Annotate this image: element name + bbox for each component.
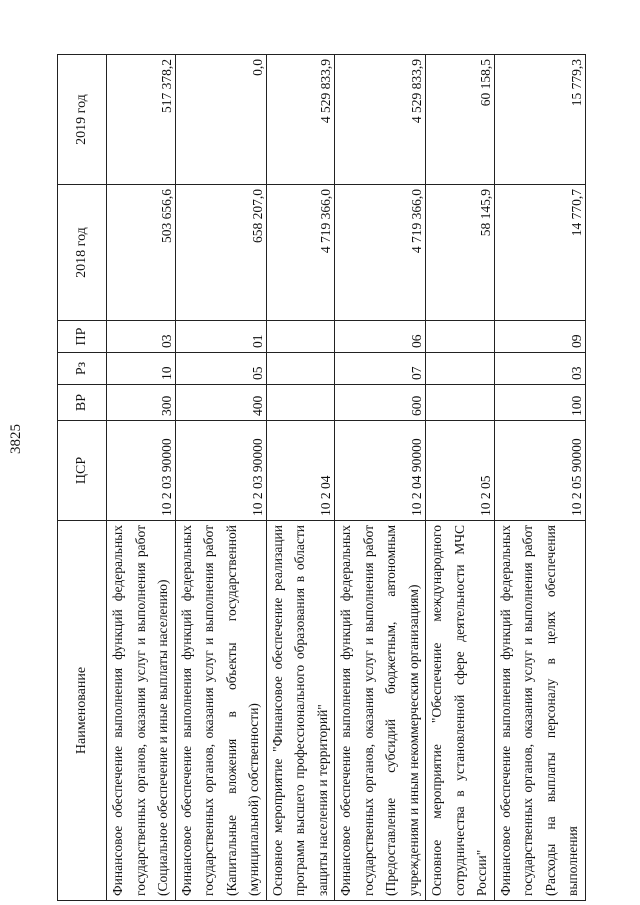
row-2019: 0,0 [175, 55, 266, 185]
row-csr: 10 2 04 90000 [335, 421, 426, 521]
row-rz: 05 [175, 353, 266, 385]
header-pr: ПР [58, 321, 107, 353]
header-2019: 2019 год [58, 55, 107, 185]
budget-table [57, 54, 586, 901]
row-rz [266, 353, 335, 385]
row-csr: 10 2 05 [426, 421, 495, 521]
row-vr [426, 385, 495, 421]
header-vr: ВР [58, 385, 107, 421]
row-2019: 15 779,3 [494, 55, 585, 185]
row-2019: 517 378,2 [107, 55, 176, 185]
row-name: Финансовое обеспечение выполнения функций федеральных государственных органов, оказания услуг и выполнения работ (Социальное обеспечение и иные выплаты населению) [107, 521, 176, 901]
header-rz: Рз [58, 353, 107, 385]
row-vr: 600 [335, 385, 426, 421]
row-pr [266, 321, 335, 353]
row-csr: 10 2 03 90000 [175, 421, 266, 521]
header-2018: 2018 год [58, 185, 107, 321]
row-name: Основное мероприятие "Обеспечение международного сотрудничества в установленной сфере деятельности МЧС России" [426, 521, 495, 901]
row-2018: 58 145,9 [426, 185, 495, 321]
row-pr [426, 321, 495, 353]
row-rz: 03 [494, 353, 585, 385]
row-vr [266, 385, 335, 421]
row-rz: 10 [107, 353, 176, 385]
row-2018: 14 770,7 [494, 185, 585, 321]
row-2018: 4 719 366,0 [335, 185, 426, 321]
row-rz: 07 [335, 353, 426, 385]
row-rz [426, 353, 495, 385]
table-row [175, 55, 266, 901]
row-pr: 01 [175, 321, 266, 353]
row-2018: 503 656,6 [107, 185, 176, 321]
row-name: Основное мероприятие "Финансовое обеспечение реализации программ высшего профессионального образования в области защиты населения и территорий" [266, 521, 335, 901]
header-csr: ЦСР [58, 421, 107, 521]
row-2019: 60 158,5 [426, 55, 495, 185]
row-csr: 10 2 05 90000 [494, 421, 585, 521]
row-2018: 4 719 366,0 [266, 185, 335, 321]
row-pr: 03 [107, 321, 176, 353]
row-name: Финансовое обеспечение выполнения функций федеральных государственных органов, оказания услуг и выполнения работ (Капитальные вложения в объекты государственной (муниципальной) собственности) [175, 521, 266, 901]
row-2019: 4 529 833,9 [335, 55, 426, 185]
row-pr: 09 [494, 321, 585, 353]
row-vr: 300 [107, 385, 176, 421]
row-csr: 10 2 03 90000 [107, 421, 176, 521]
row-csr: 10 2 04 [266, 421, 335, 521]
row-vr: 400 [175, 385, 266, 421]
row-name: Финансовое обеспечение выполнения функций федеральных государственных органов, оказания услуг и выполнения работ (Предоставление субсидий бюджетным, автономным учреждениям и иным некоммерческим организациям) [335, 521, 426, 901]
row-name: Финансовое обеспечение выполнения функций федеральных государственных органов, оказания услуг и выполнения работ (Расходы на выплаты персоналу в целях обеспечения выполнения [494, 521, 585, 901]
table-row [494, 55, 585, 901]
table-row [426, 55, 495, 901]
row-pr: 06 [335, 321, 426, 353]
row-2019: 4 529 833,9 [266, 55, 335, 185]
table-header-row [58, 55, 107, 901]
header-name: Наименование [58, 521, 107, 901]
table-row [266, 55, 335, 901]
table-row [107, 55, 176, 901]
table-row [335, 55, 426, 901]
row-vr: 100 [494, 385, 585, 421]
row-2018: 658 207,0 [175, 185, 266, 321]
page-number: 3825 [8, 424, 24, 454]
